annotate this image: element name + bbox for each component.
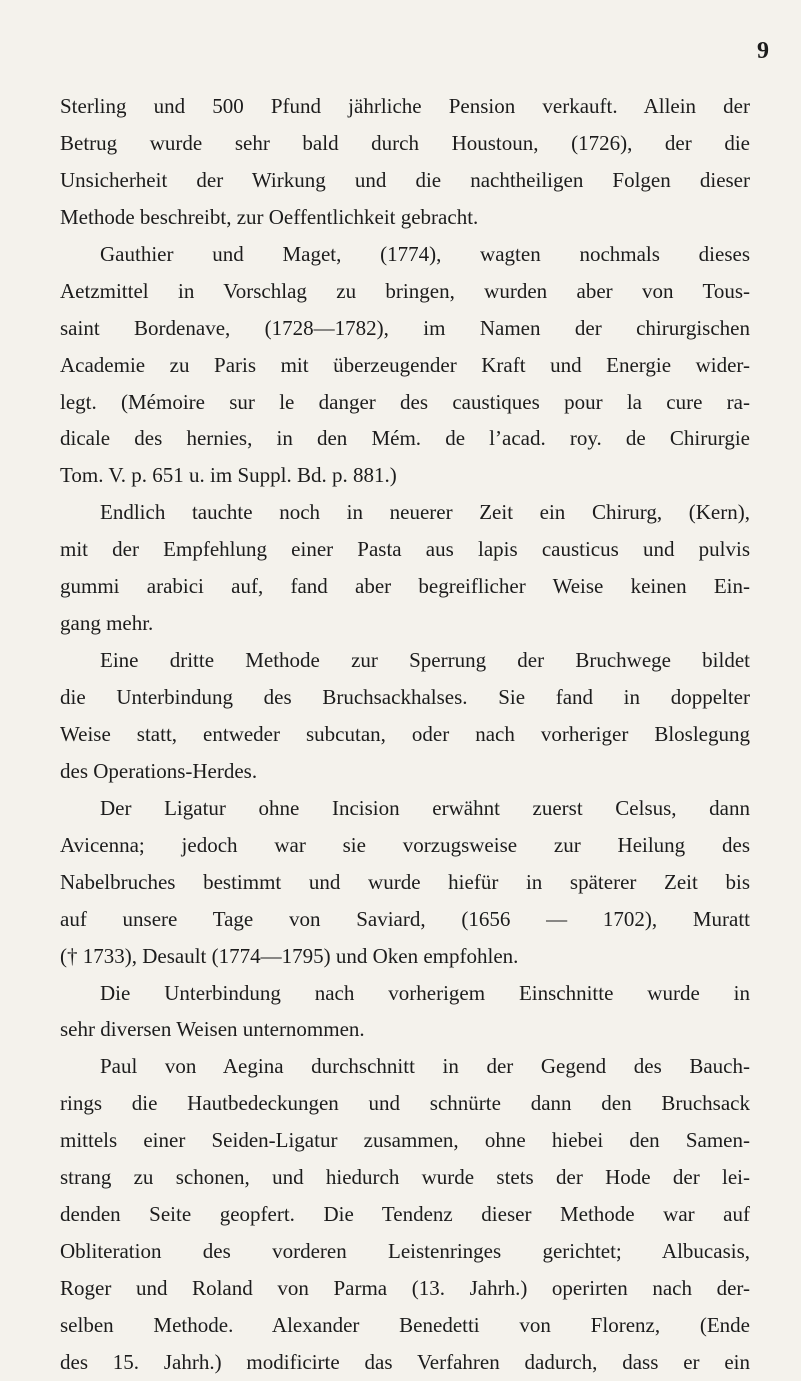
text-line: legt. (Mémoire sur le danger des caustiques pour la cure ra- [60, 389, 750, 414]
text-line: Unsicherheit der Wirkung und die nachtheiligen Folgen dieser [60, 167, 750, 192]
text-line: strang zu schonen, und hiedurch wurde stets der Hode der lei- [60, 1165, 750, 1190]
text-line: auf unsere Tage von Saviard, (1656 — 1702), Muratt [60, 906, 750, 931]
text-line: des 15. Jahrh.) modificirte das Verfahren dadurch, dass er ein [60, 1349, 750, 1374]
text-line: († 1733), Desault (1774—1795) und Oken empfohlen. [60, 943, 519, 968]
text-line: mit der Empfehlung einer Pasta aus lapis causticus und pulvis [60, 537, 750, 562]
text-line: selben Methode. Alexander Benedetti von Florenz, (Ende [60, 1312, 750, 1337]
text-line: Aetzmittel in Vorschlag zu bringen, wurden aber von Tous- [60, 278, 750, 303]
body-text [60, 88, 750, 1381]
text-line: Eine dritte Methode zur Sperrung der Bruchwege bildet [100, 648, 750, 673]
page-number: 9 [757, 38, 769, 64]
text-line: Academie zu Paris mit überzeugender Kraft und Energie wider- [60, 352, 750, 377]
text-line: Paul von Aegina durchschnitt in der Gegend des Bauch- [100, 1054, 750, 1079]
text-line: Gauthier und Maget, (1774), wagten nochmals dieses [100, 241, 750, 266]
text-line: Roger und Roland von Parma (13. Jahrh.) operirten nach der- [60, 1276, 750, 1300]
text-line: Methode beschreibt, zur Oeffentlichkeit gebracht. [60, 204, 479, 229]
text-line: Weise statt, entweder subcutan, oder nach vorheriger Bloslegung [60, 721, 750, 746]
text-line: dicale des hernies, in den Mém. de l’acad. roy. de Chirurgie [60, 426, 750, 451]
text-line: gummi arabici auf, fand aber begreiflicher Weise keinen Ein- [60, 574, 750, 599]
text-line: die Unterbindung des Bruchsackhalses. Sie fand in doppelter [60, 685, 750, 709]
text-line: Avicenna; jedoch war sie vorzugsweise zur Heilung des [60, 832, 750, 857]
text-line: Die Unterbindung nach vorherigem Einschnitte wurde in [100, 980, 750, 1005]
text-line: Obliteration des vorderen Leistenringes gerichtet; Albucasis, [60, 1239, 750, 1264]
text-line: rings die Hautbedeckungen und schnürte dann den Bruchsack [60, 1091, 750, 1116]
text-line: Betrug wurde sehr bald durch Houstoun, (1726), der die [60, 130, 750, 155]
text-line: Der Ligatur ohne Incision erwähnt zuerst Celsus, dann [100, 795, 750, 820]
text-line: Tom. V. p. 651 u. im Suppl. Bd. p. 881.) [60, 463, 397, 488]
text-line: gang mehr. [60, 611, 154, 636]
text-line: sehr diversen Weisen unternommen. [60, 1017, 365, 1042]
text-line: Sterling und 500 Pfund jährliche Pension verkauft. Allein der [60, 94, 750, 118]
text-line: saint Bordenave, (1728—1782), im Namen der chirurgischen [60, 315, 750, 340]
text-line: mittels einer Seiden-Ligatur zusammen, ohne hiebei den Samen- [60, 1128, 750, 1153]
text-line: Nabelbruches bestimmt und wurde hiefür in späterer Zeit bis [60, 869, 750, 894]
text-line: Endlich tauchte noch in neuerer Zeit ein Chirurg, (Kern), [100, 500, 750, 525]
text-line: denden Seite geopfert. Die Tendenz dieser Methode war auf [60, 1202, 750, 1227]
text-line: des Operations-Herdes. [60, 758, 258, 783]
